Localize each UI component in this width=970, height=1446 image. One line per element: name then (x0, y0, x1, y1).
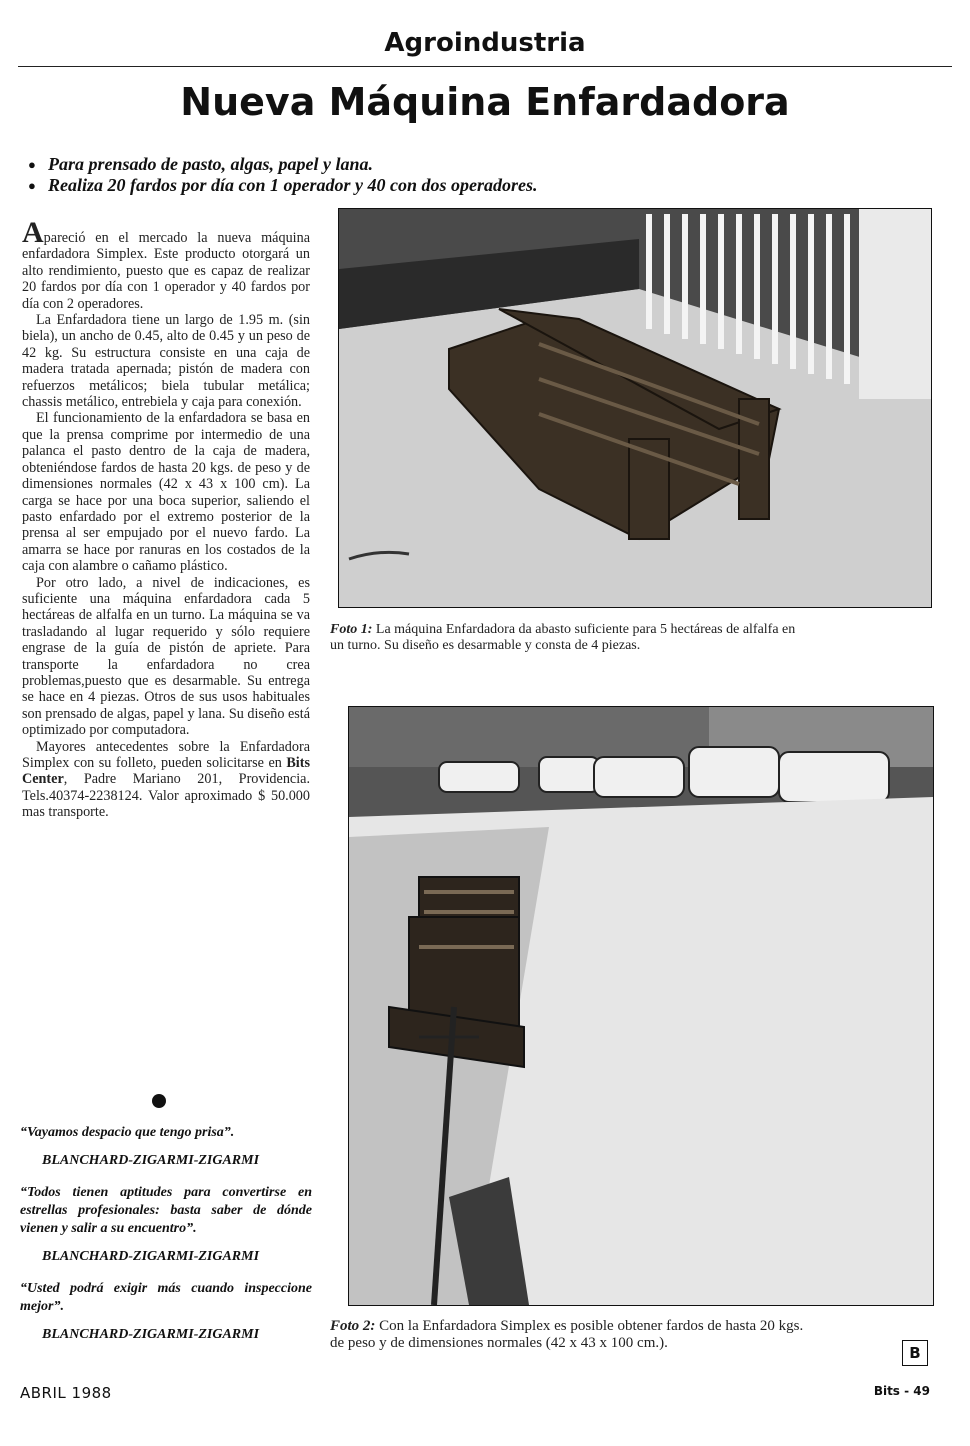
photo-1-caption (330, 622, 810, 654)
paragraph: Por otro lado, a nivel de indicaciones, es suficiente una máquina enfardadora cada 5 hectáreas de alfalfa en un turno. La máquina se va trasladando al lugar requerido y sólo requiere engrase de la guía de pistón de apriete. Para transporte la enfardadora no crea problemas,puesto que es desarmable. Su entrega se hace en 4 piezas. Otros de sus usos habituales son prensado de algas, papel y lana. Su diseño está optimizado por computadora. (22, 574, 311, 739)
paragraph (22, 216, 310, 312)
paragraph: El funcionamiento de la enfardadora se basa en que la prensa comprime por intermedio de una palanca el pasto dentro de la caja de madera, obteniéndose fardos de hasta 20 kgs. de peso y de dimensiones normales (42 x 43 x 100 cm). La carga se hace por una boca superior, saliendo el pasto enfardado por el extremo posterior de la prensa al ser empujado por el nuevo fardo. La amarra se hace por ranuras en los costados de la caja con alambre o cañamo plástico. (22, 410, 310, 575)
header-rule (18, 66, 952, 67)
separator-dot (152, 1094, 166, 1108)
quote-author: BLANCHARD-ZIGARMI-ZIGARMI (42, 1249, 260, 1264)
caption-text: Con la Enfardadora Simplex es posible obtener fardos de hasta 20 kgs. de peso y de dimensiones normales (42 x 43 x 100 cm.). (330, 1318, 804, 1351)
bullet-item: ● Para prensado de pasto, algas, papel y lana. (28, 154, 928, 175)
section-heading: Agroindustria (384, 28, 586, 58)
page-number: Bits - 49 (873, 1384, 930, 1398)
photo-baler-2 (348, 706, 934, 1306)
quote-author: BLANCHARD-ZIGARMI-ZIGARMI (42, 1153, 260, 1168)
quote-text: “Usted podrá exigir más cuando inspeccione mejor”. (20, 1281, 312, 1314)
article-title: Nueva Máquina Enfardadora (180, 80, 790, 124)
drop-cap: A (22, 216, 44, 249)
photo-2-caption (330, 1318, 810, 1352)
photo-baler-1-illustration (339, 209, 931, 607)
footer-date: ABRIL 1988 (20, 1384, 112, 1402)
paragraph: La Enfardadora tiene un largo de 1.95 m. (sin biela), un ancho de 0.45, alto de 0.45 y un peso de 42 kg. Su estructura consiste en una caja de madera tratada apernada; pistón de madera con refuerzos metálicos; biela tubular metálica; chassis metálico, entrebiela y caja para conexión. (22, 312, 310, 411)
quotes-block (20, 1124, 312, 1358)
contact-name: Bits Center (22, 755, 310, 788)
quote-text: “Vayamos despacio que tengo prisa”. (20, 1125, 235, 1140)
paragraph-text: pareció en el mercado la nueva máquina enfardadora Simplex. Este producto otorgará un alto rendimiento, puesto que es capaz de realizar 20 fardos por día con 1 operador y 40 fardos por día con 2 operadores. (22, 230, 310, 312)
quote-text: “Todos tienen aptitudes para convertirse en estrellas profesionales: basta saber de dónde vienen y salir a su encuentro”. (20, 1185, 312, 1236)
caption-text: La máquina Enfardadora da abasto suficiente para 5 hectáreas de alfalfa en un turno. Su diseño es desarmable y consta de 4 piezas. (330, 622, 796, 653)
paragraph (22, 739, 310, 821)
bullet-item: ● Realiza 20 fardos por día con 1 operador y 40 con dos operadores. (28, 175, 928, 196)
article-body (22, 216, 311, 821)
paragraph-text: , Padre Mariano 201, Providencia. Tels.40374-2238124. Valor aproximado $ 50.000 mas transporte. (22, 771, 310, 821)
quote-author: BLANCHARD-ZIGARMI-ZIGARMI (42, 1327, 260, 1342)
summary-bullets (28, 154, 928, 196)
photo-baler-1 (338, 208, 932, 608)
caption-label: Foto 2: (330, 1318, 376, 1334)
end-badge: B (902, 1340, 928, 1366)
caption-label: Foto 1: (330, 622, 373, 637)
photo-baler-2-illustration (349, 707, 933, 1305)
paragraph-text: Mayores antecedentes sobre la Enfardadora Simplex con su folleto, pueden solicitarse en (22, 738, 310, 771)
